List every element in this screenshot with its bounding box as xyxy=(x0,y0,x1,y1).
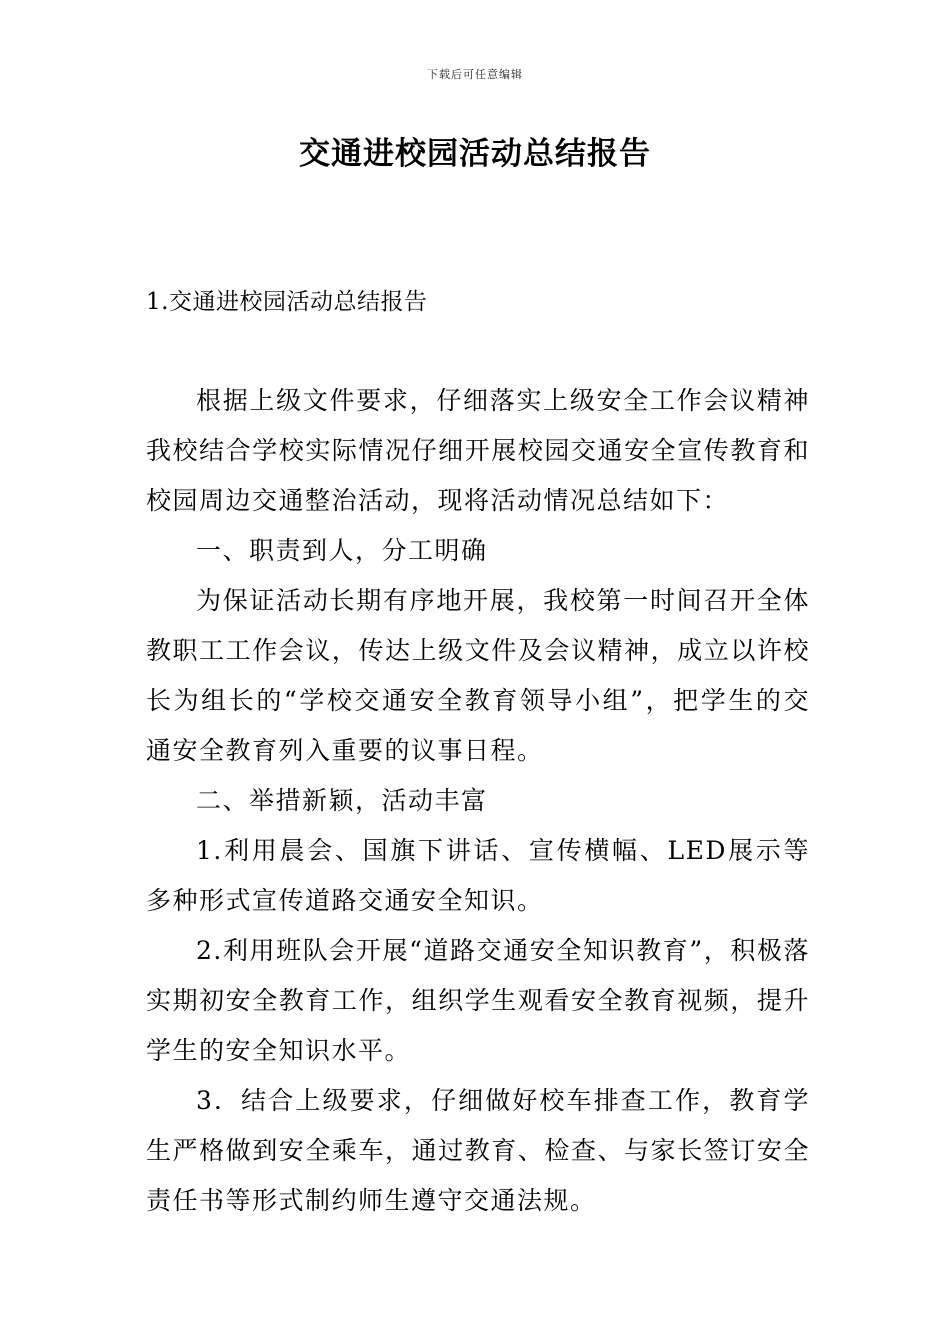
paragraph-measure-2: 2.利用班队会开展“道路交通安全知识教育”，积极落实期初安全教育工作，组织学生观看安全教育视频，提升学生的安全知识水平。 xyxy=(146,936,810,1065)
subheading-responsibility: 一、职责到人，分工明确 xyxy=(196,536,488,565)
section-heading: 1.交通进校园活动总结报告 xyxy=(146,289,428,315)
paragraph-intro: 根据上级文件要求，仔细落实上级安全工作会议精神我校结合学校实际情况仔细开展校园交通安全宣传教育和校园周边交通整治活动，现将活动情况总结如下： xyxy=(146,386,810,515)
paragraph-measure-3: 3．结合上级要求，仔细做好校车排查工作，教育学生严格做到安全乘车，通过教育、检查、与家长签订安全责任书等形式制约师生遵守交通法规。 xyxy=(146,1086,810,1215)
header-note: 下载后可任意编辑 xyxy=(427,68,523,81)
paragraph-measure-1: 1.利用晨会、国旗下讲话、宣传横幅、LED展示等多种形式宣传道路交通安全知识。 xyxy=(146,836,810,915)
subheading-measures: 二、举措新颖，活动丰富 xyxy=(196,786,488,815)
body-text xyxy=(146,376,810,1226)
paragraph-responsibility: 为保证活动长期有序地开展，我校第一时间召开全体教职工工作会议，传达上级文件及会议精神，成立以许校长为组长的“学校交通安全教育领导小组”，把学生的交通安全教育列入重要的议事日程。 xyxy=(146,586,810,765)
document-title: 交通进校园活动总结报告 xyxy=(299,136,651,172)
